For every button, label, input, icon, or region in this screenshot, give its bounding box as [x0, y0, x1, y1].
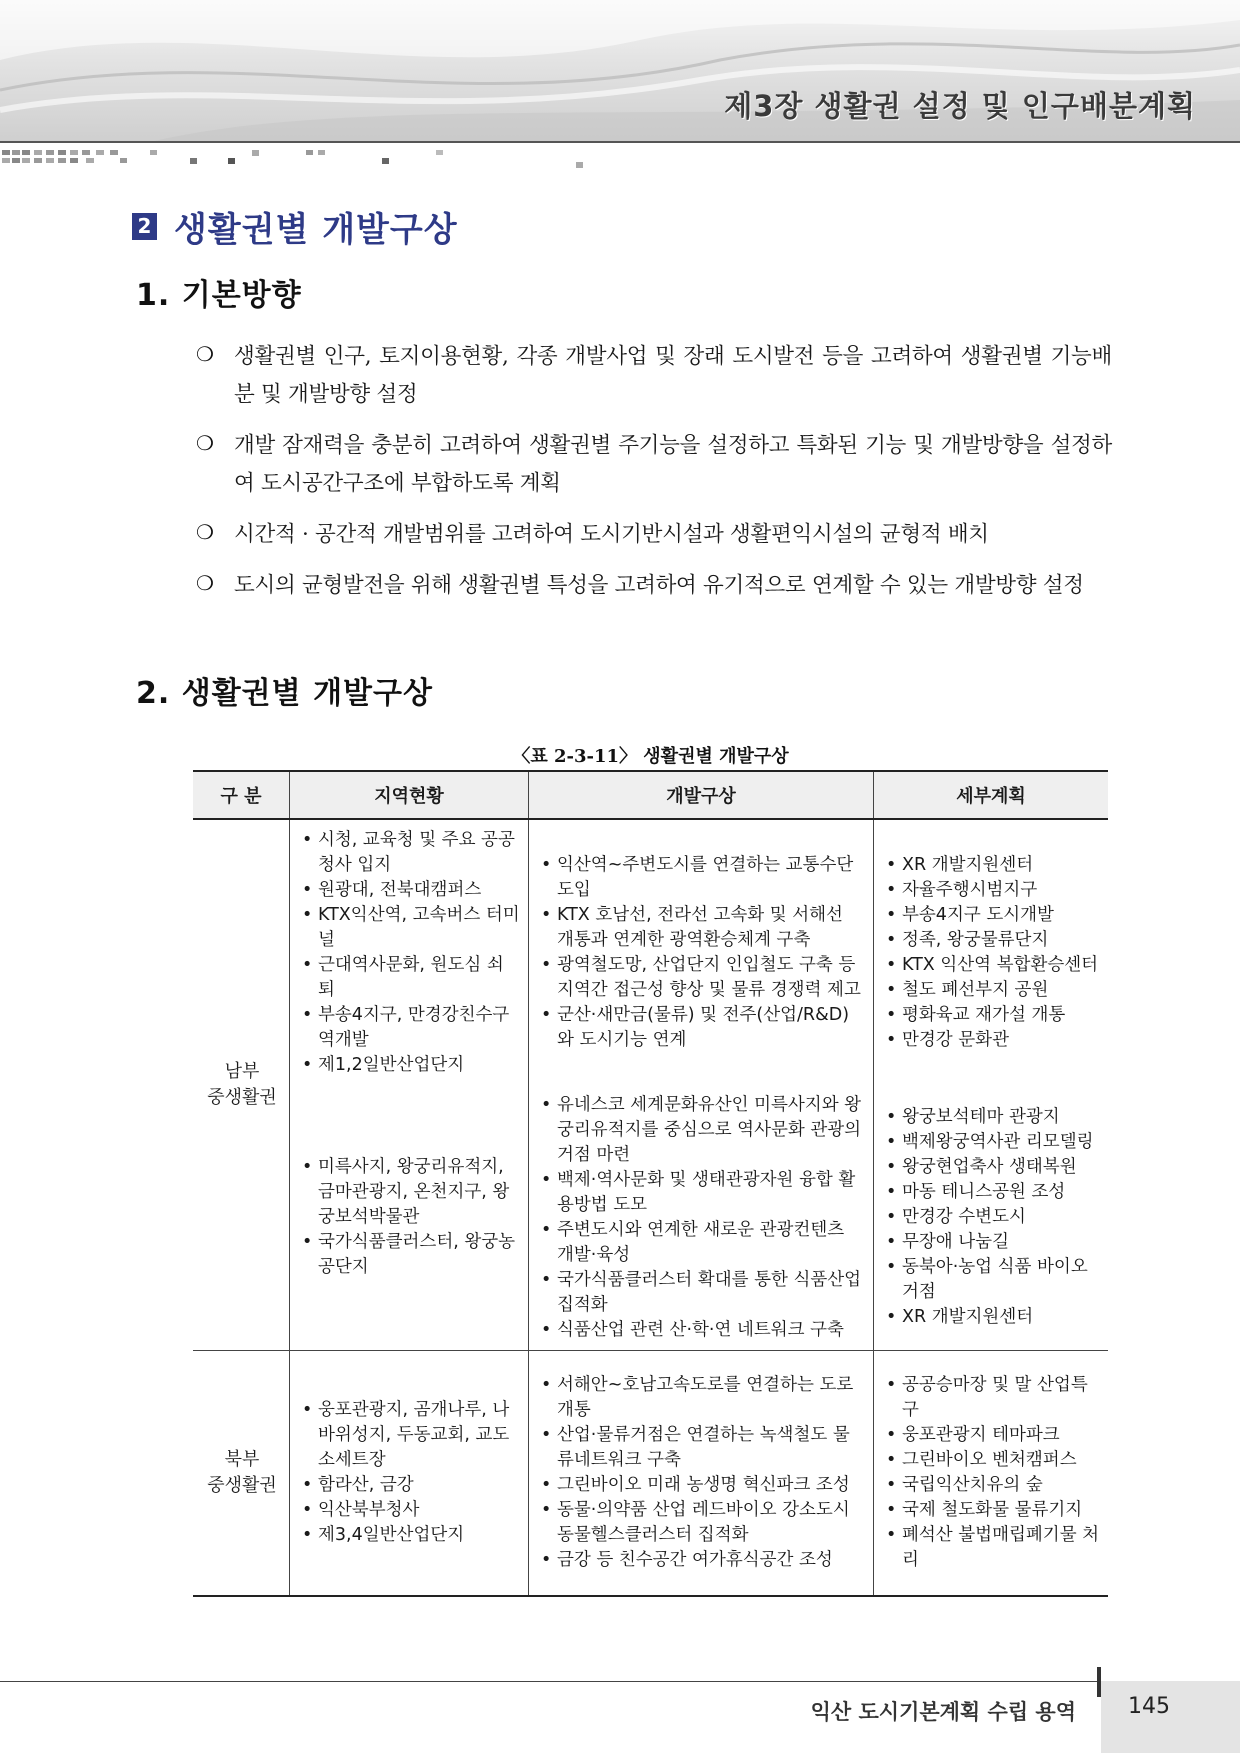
list-item: • 익산북부청사 [300, 1498, 520, 1523]
list-item [196, 516, 1112, 554]
list-item: • 백제왕궁역사관 리모델링 [884, 1130, 1100, 1155]
section-heading [132, 202, 458, 251]
bullet-text: 생활권별 인구, 토지이용현황, 각종 개발사업 및 장래 도시발전 등을 고려하여 생활권별 기능배분 및 개발방향 설정 [234, 344, 1112, 407]
list-item: • KTX 익산역 복합환승센터 [884, 953, 1098, 978]
status-list [300, 828, 520, 1078]
section-title: 생활권별 개발구상 [174, 210, 458, 250]
footer-rule [0, 1681, 1100, 1682]
chapter-title: 제3장 생활권 설정 및 인구배분계획 [724, 89, 1196, 123]
list-item: • 그린바이오 벤처캠퍼스 [884, 1448, 1100, 1473]
list-item: • 함라산, 금강 [300, 1473, 520, 1498]
list-item: • 백제·역사문화 및 생태관광자원 융합 활용방법 도모 [539, 1168, 865, 1218]
concept-cell [529, 819, 874, 1351]
table-header-row [193, 771, 1108, 819]
status-list [300, 1155, 520, 1280]
list-item: • 만경강 수변도시 [884, 1205, 1100, 1230]
list-item: • 자율주행시범지구 [884, 878, 1098, 903]
concept-list [539, 1373, 865, 1573]
column-header-detail: 세부계획 [874, 771, 1109, 819]
list-item: • 왕궁보석테마 관광지 [884, 1105, 1100, 1130]
column-header-concept: 개발구상 [529, 771, 874, 819]
list-item: • 동북아·농업 식품 바이오거점 [884, 1255, 1100, 1305]
status-cell [290, 819, 529, 1351]
list-item: • 미륵사지, 왕궁리유적지, 금마관광지, 온천지구, 왕궁보석박물관 [300, 1155, 520, 1230]
status-block [300, 1085, 520, 1350]
list-item: • 익산역~주변도시를 연결하는 교통수단 도입 [539, 853, 865, 903]
detail-cell [874, 819, 1109, 1351]
detail-block [884, 1085, 1100, 1350]
region-name-north: 북부 중생활권 [193, 1351, 290, 1597]
list-item: • 공공승마장 및 말 산업특구 [884, 1373, 1100, 1423]
bullet-text: 도시의 균형발전을 위해 생활권별 특성을 고려하여 유기적으로 연계할 수 있는 개발방향 설정 [234, 573, 1084, 598]
list-item: • 그린바이오 미래 농생명 혁신파크 조성 [539, 1473, 865, 1498]
list-item [196, 427, 1112, 503]
table-row [193, 819, 1108, 1351]
detail-block [884, 820, 1100, 1085]
list-item: • XR 개발지원센터 [884, 853, 1098, 878]
list-item: • 만경강 문화관 [884, 1028, 1098, 1053]
region-name-south: 남부 중생활권 [193, 819, 290, 1351]
circle-bullet-icon: ❍ [196, 520, 214, 544]
list-item: • 군산·새만금(물류) 및 전주(산업/R&D)와 도시기능 연계 [539, 1003, 865, 1053]
list-item: • 철도 폐선부지 공원 [884, 978, 1098, 1003]
list-item: • 폐석산 불법매립폐기물 처리 [884, 1523, 1100, 1573]
list-item: • 부송4지구, 만경강친수구역개발 [300, 1003, 520, 1053]
list-item: • 국가식품클러스터, 왕궁농공단지 [300, 1230, 520, 1280]
detail-list [884, 853, 1098, 1053]
header-banner [0, 0, 1240, 142]
concept-list [539, 1093, 865, 1343]
header-dot-pattern [0, 146, 600, 170]
list-item: • 광역철도망, 산업단지 인입철도 구축 등 지역간 접근성 향상 및 물류 경쟁력 제고 [539, 953, 865, 1003]
list-item [196, 338, 1112, 414]
list-item: • 금강 등 친수공간 여가휴식공간 조성 [539, 1548, 865, 1573]
list-item: • 유네스코 세계문화유산인 미륵사지와 왕궁리유적지를 중심으로 역사문화 관광의 거점 마련 [539, 1093, 865, 1168]
subsection-title-development-concept: 2. 생활권별 개발구상 [136, 676, 433, 711]
column-header-status: 지역현황 [290, 771, 529, 819]
list-item: • 부송4지구 도시개발 [884, 903, 1098, 928]
list-item: • 서해안~호남고속도로를 연결하는 도로개통 [539, 1373, 865, 1423]
subsection-title-basic-direction: 1. 기본방향 [136, 278, 302, 313]
bullet-text: 시간적 · 공간적 개발범위를 고려하여 도시기반시설과 생활편익시설의 균형적 배치 [234, 522, 989, 547]
page-number-box [1101, 1681, 1240, 1753]
detail-cell [874, 1351, 1109, 1597]
section-number-badge: 2 [132, 213, 157, 240]
table-caption: 〈표 2-3-11〉 생활권별 개발구상 [512, 746, 789, 767]
bullet-text: 개발 잠재력을 충분히 고려하여 생활권별 주기능을 설정하고 특화된 기능 및 개발방향을 설정하여 도시공간구조에 부합하도록 계획 [234, 433, 1112, 496]
list-item: • 마동 테니스공원 조성 [884, 1180, 1100, 1205]
list-item: • 국가식품클러스터 확대를 통한 식품산업 집적화 [539, 1268, 865, 1318]
circle-bullet-icon: ❍ [196, 571, 214, 595]
column-header-category: 구 분 [193, 771, 290, 819]
list-item: • 국제 철도화물 물류기지 [884, 1498, 1100, 1523]
development-plan-table [193, 770, 1108, 1597]
circle-bullet-icon: ❍ [196, 431, 214, 455]
list-item: • KTX익산역, 고속버스 터미널 [300, 903, 520, 953]
list-item: • 제3,4일반산업단지 [300, 1523, 520, 1548]
basic-direction-list [196, 338, 1112, 618]
list-item: • 식품산업 관련 산·학·연 네트워크 구축 [539, 1318, 865, 1343]
concept-cell [529, 1351, 874, 1597]
concept-block [539, 1085, 865, 1350]
status-block [300, 820, 520, 1085]
detail-list [884, 1105, 1100, 1330]
list-item: • 웅포관광지, 곰개나루, 나바위성지, 두동교회, 교도소세트장 [300, 1398, 520, 1473]
list-item: • 원광대, 전북대캠퍼스 [300, 878, 520, 903]
list-item: • 산업·물류거점은 연결하는 녹색철도 물류네트워크 구축 [539, 1423, 865, 1473]
list-item: • 시청, 교육청 및 주요 공공청사 입지 [300, 828, 520, 878]
status-list [300, 1398, 520, 1548]
status-cell [290, 1351, 529, 1597]
list-item: • XR 개발지원센터 [884, 1305, 1100, 1330]
concept-block [539, 820, 865, 1085]
list-item: • 동물·의약품 산업 레드바이오 강소도시 동물헬스클러스터 집적화 [539, 1498, 865, 1548]
detail-list [884, 1373, 1100, 1573]
footer-document-title: 익산 도시기본계획 수립 용역 [810, 1700, 1076, 1724]
list-item: • 무장애 나눔길 [884, 1230, 1100, 1255]
list-item: • 국립익산치유의 숲 [884, 1473, 1100, 1498]
list-item: • 근대역사문화, 원도심 쇠퇴 [300, 953, 520, 1003]
list-item: • 웅포관광지 테마파크 [884, 1423, 1100, 1448]
concept-list [539, 853, 865, 1053]
list-item: • 왕궁현업축사 생태복원 [884, 1155, 1100, 1180]
page-number: 145 [1128, 1694, 1170, 1719]
list-item: • 주변도시와 연계한 새로운 관광컨텐츠 개발·육성 [539, 1218, 865, 1268]
list-item: • 평화육교 재가설 개통 [884, 1003, 1098, 1028]
table-row [193, 1351, 1108, 1597]
list-item: • 제1,2일반산업단지 [300, 1053, 520, 1078]
circle-bullet-icon: ❍ [196, 342, 214, 366]
list-item [196, 567, 1112, 605]
list-item: • 정족, 왕궁물류단지 [884, 928, 1098, 953]
list-item: • KTX 호남선, 전라선 고속화 및 서해선 개통과 연계한 광역환승체계 구축 [539, 903, 865, 953]
header-rule [0, 141, 1240, 143]
